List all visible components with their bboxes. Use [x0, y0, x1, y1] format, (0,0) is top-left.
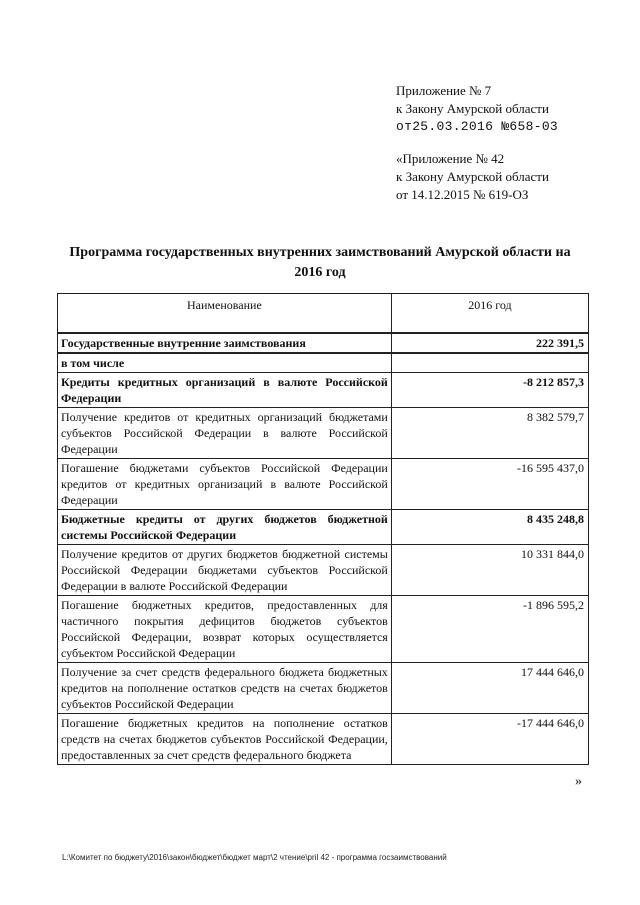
row-name: Получение кредитов от других бюджетов бюджетной системы Российской Федерации бюджетами субъектов Российской Федерации в валюте Российской Федерации [58, 545, 392, 596]
borrowing-program-table [57, 293, 589, 765]
table-row [58, 459, 589, 510]
row-value: -8 212 857,3 [391, 373, 588, 408]
table-row [58, 714, 589, 765]
prior-appendix-number: «Приложение № 42 [396, 151, 505, 166]
table-row [58, 510, 589, 545]
header-year: 2016 год [391, 294, 588, 334]
table-row [58, 353, 589, 373]
header-name: Наименование [58, 294, 392, 334]
row-name: Получение за счет средств федерального бюджета бюджетных кредитов на пополнение остатков средств на счетах бюджетов субъектов Российской Федерации [58, 663, 392, 714]
row-value: 8 382 579,7 [391, 408, 588, 459]
row-value: 8 435 248,8 [391, 510, 588, 545]
law-date-number: от25.03.2016 №658-03 [396, 119, 559, 134]
row-name: Кредиты кредитных организаций в валюте Российской Федерации [58, 373, 392, 408]
row-value: 10 331 844,0 [391, 545, 588, 596]
row-value: -16 595 437,0 [391, 459, 588, 510]
closing-quote: » [575, 774, 582, 789]
table-header-row [58, 294, 589, 334]
row-name: Государственные внутренние заимствования [58, 333, 392, 353]
table-row [58, 596, 589, 663]
row-name: Погашение бюджетных кредитов, предоставленных для частичного покрытия дефицитов бюджетов субъектов Российской Федерации, возврат которых осуществляется субъектом Российской Федерации [58, 596, 392, 663]
prior-appendix-header [396, 150, 549, 204]
row-value [391, 353, 588, 373]
row-value: -1 896 595,2 [391, 596, 588, 663]
row-value: -17 444 646,0 [391, 714, 588, 765]
title-line-1: Программа государственных внутренних заимствований Амурской области на [69, 245, 571, 260]
title-line-2: 2016 год [294, 265, 346, 280]
table-row [58, 545, 589, 596]
document-title [40, 243, 600, 283]
table-row [58, 333, 589, 353]
appendix-header [396, 82, 558, 136]
row-value: 222 391,5 [391, 333, 588, 353]
row-name: Получение кредитов от кредитных организаций бюджетами субъектов Российской Федерации в валюте Российской Федерации [58, 408, 392, 459]
row-name: в том числе [58, 353, 392, 373]
table-row [58, 663, 589, 714]
appendix-number: Приложение № 7 [396, 83, 492, 98]
table-row [58, 373, 589, 408]
file-path-footer: L:\Комитет по бюджету\2016\закон\бюджет\бюджет март\2 чтение\pril 42 - программа госзаимствований [62, 853, 447, 862]
prior-law-date-number: от 14.12.2015 № 619-ОЗ [396, 187, 529, 202]
law-reference: к Закону Амурской области [396, 101, 549, 116]
row-name: Погашение бюджетами субъектов Российской Федерации кредитов от кредитных организаций в валюте Российской Федерации [58, 459, 392, 510]
row-value: 17 444 646,0 [391, 663, 588, 714]
row-name: Бюджетные кредиты от других бюджетов бюджетной системы Российской Федерации [58, 510, 392, 545]
prior-law-reference: к Закону Амурской области [396, 169, 549, 184]
table-row [58, 408, 589, 459]
row-name: Погашение бюджетных кредитов на пополнение остатков средств на счетах бюджетов субъектов Российской Федерации, предоставленных за счет средств федерального бюджета [58, 714, 392, 765]
